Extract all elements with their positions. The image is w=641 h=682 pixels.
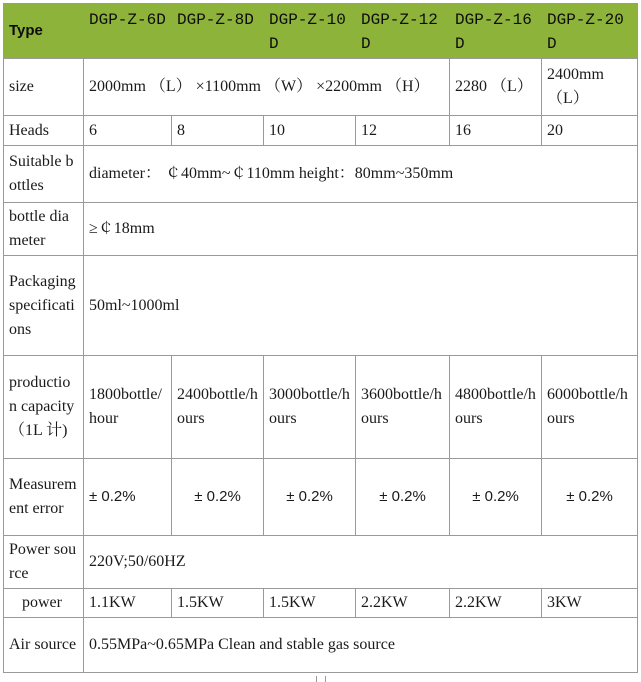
model-header: DGP-Z-6D [84,4,172,59]
cell-value: 1.5KW [264,589,356,618]
cell-value: ± 0.2% [264,459,356,536]
size-common-value: 2000mm （L） ×1100mm （W） ×2200mm （H） [84,59,450,116]
size-16d-value: 2280 （L） [450,59,542,116]
scroll-marker [316,676,326,682]
cell-value: 3000bottle/hours [264,356,356,459]
capacity-row [4,356,638,459]
cell-value: 3600bottle/hours [356,356,450,459]
row-label: Measurement error [4,459,84,536]
packaging-row [4,256,638,356]
size-row [4,59,638,116]
cell-value: 1.5KW [172,589,264,618]
cell-value: ± 0.2% [450,459,542,536]
cell-value: 4800bottle/hours [450,356,542,459]
cell-value: 8 [172,116,264,146]
size-20d-value: 2400mm （L） [542,59,638,116]
cell-value: 12 [356,116,450,146]
row-label: Suitable bottles [4,146,84,203]
model-header: DGP-Z-20D [542,4,638,59]
suitable-bottles-row [4,146,638,203]
cell-value: 10 [264,116,356,146]
row-label: Power source [4,536,84,589]
cell-value: 20 [542,116,638,146]
power-source-row [4,536,638,589]
cell-value: 16 [450,116,542,146]
model-header: DGP-Z-12D [356,4,450,59]
air-source-value: 0.55MPa~0.65MPa Clean and stable gas source [84,618,638,673]
cell-value: 6 [84,116,172,146]
cell-value: ± 0.2% [84,459,172,536]
cell-value: 6000bottle/hours [542,356,638,459]
type-header: Type [4,4,84,59]
model-header: DGP-Z-16D [450,4,542,59]
row-label: Air source [4,618,84,673]
row-label: power [4,589,84,618]
cell-value: 2400bottle/hours [172,356,264,459]
row-label: bottle diameter [4,203,84,256]
model-header: DGP-Z-8D [172,4,264,59]
cell-value: ± 0.2% [172,459,264,536]
packaging-value: 50ml~1000ml [84,256,638,356]
header-row [4,4,638,59]
cell-value: 1.1KW [84,589,172,618]
cell-value: 2.2KW [356,589,450,618]
power-row [4,589,638,618]
cell-value: ± 0.2% [356,459,450,536]
suitable-bottles-value: diameter： ￠40mm~￠110mm height：80mm~350mm [84,146,638,203]
spec-table [3,3,638,673]
power-source-value: 220V;50/60HZ [84,536,638,589]
bottle-diameter-row [4,203,638,256]
row-label: size [4,59,84,116]
air-source-row [4,618,638,673]
cell-value: 3KW [542,589,638,618]
cell-value: 2.2KW [450,589,542,618]
model-header: DGP-Z-10D [264,4,356,59]
cell-value: ± 0.2% [542,459,638,536]
row-label: Heads [4,116,84,146]
measurement-error-row [4,459,638,536]
cell-value: 1800bottle/hour [84,356,172,459]
row-label: Packaging specifications [4,256,84,356]
heads-row [4,116,638,146]
row-label: production capacity （1L 计) [4,356,84,459]
bottle-diameter-value: ≥￠18mm [84,203,638,256]
